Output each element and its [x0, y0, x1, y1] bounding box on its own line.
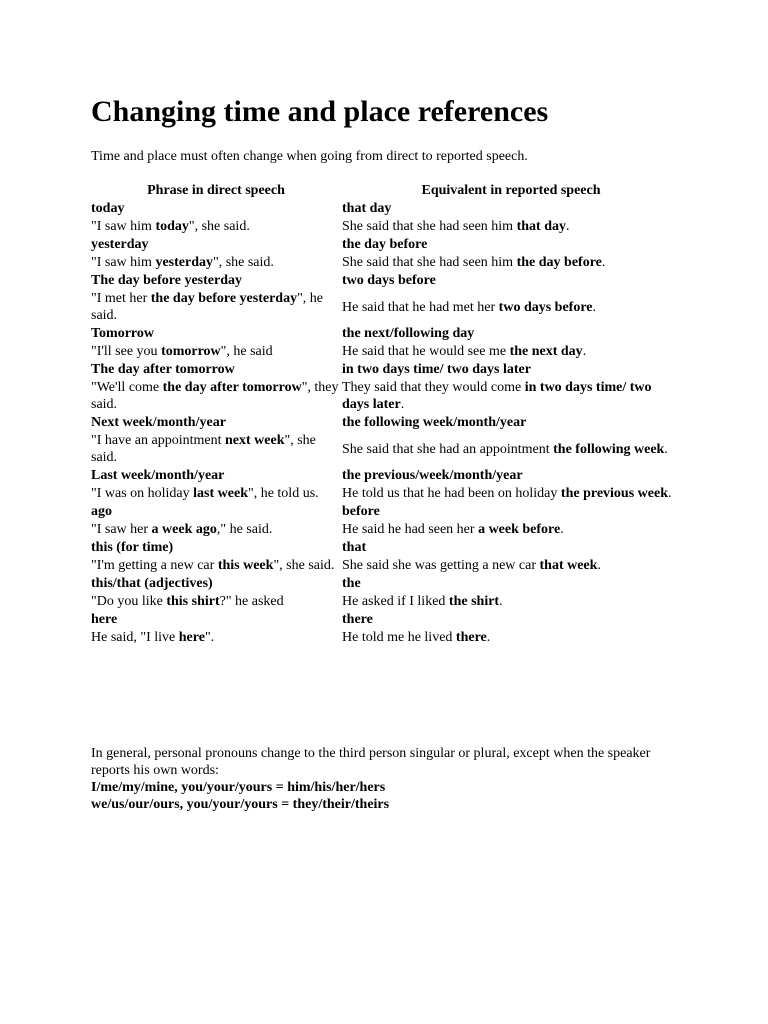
example-text: "I saw him: [91, 219, 156, 234]
example-text: .: [560, 522, 564, 537]
example-text: ", he said: [220, 344, 273, 359]
example-key-phrase: next week: [225, 433, 285, 448]
reported-term: the following week/month/year: [342, 415, 527, 430]
example-text: ", she said.: [212, 255, 274, 270]
example-text: ", they said.: [91, 380, 339, 412]
reported-example: [342, 379, 681, 414]
term-row: [91, 236, 681, 254]
direct-term: Tomorrow: [91, 326, 154, 341]
example-text: ", she said.: [188, 219, 250, 234]
term-row: [91, 414, 681, 432]
direct-example: [91, 629, 342, 647]
term-row: [91, 361, 681, 379]
direct-term: this (for time): [91, 540, 174, 555]
page-title: Changing time and place references: [91, 95, 549, 128]
example-key-phrase: the shirt: [448, 594, 500, 609]
pronoun-rule-plural: we/us/our/ours, you/your/yours = they/their/theirs: [91, 797, 390, 812]
example-key-phrase: a week before: [478, 522, 561, 537]
example-text: He told me he lived: [342, 630, 456, 645]
example-text: .: [486, 630, 491, 645]
reported-example: [342, 254, 681, 272]
reported-term: before: [342, 504, 380, 519]
reported-term: that day: [342, 201, 392, 216]
example-key-phrase: the previous week: [560, 486, 668, 501]
example-text: .: [582, 344, 587, 359]
example-text: "I have an appointment: [91, 433, 226, 448]
example-row: [91, 593, 681, 611]
example-text: ".: [204, 630, 215, 645]
example-key-phrase: this week: [217, 558, 274, 573]
table-header-row: [91, 182, 681, 200]
example-text: ," he said.: [216, 522, 273, 537]
example-row: [91, 379, 681, 414]
direct-term: ago: [91, 504, 112, 519]
example-key-phrase: there: [455, 630, 487, 645]
example-key-phrase: yesterday: [155, 255, 213, 270]
direct-example: [91, 432, 342, 467]
example-key-phrase: the day before: [516, 255, 602, 270]
reported-term: that: [342, 540, 367, 555]
term-row: [91, 467, 681, 485]
term-row: [91, 200, 681, 218]
example-key-phrase: the following week: [553, 441, 665, 457]
example-text: "I met her: [91, 291, 151, 306]
reported-example: [342, 290, 681, 325]
direct-term: The day before yesterday: [91, 273, 242, 288]
general-note-text: In general, personal pronouns change to the third person singular or plural, except when the speaker reports his own words:: [91, 746, 651, 778]
reference-table: [91, 182, 681, 647]
example-text: .: [592, 299, 597, 315]
direct-term: Next week/month/year: [91, 415, 226, 430]
example-key-phrase: last week: [193, 486, 248, 501]
example-row: [91, 290, 681, 325]
term-row: [91, 575, 681, 593]
example-text: ?" he asked: [219, 594, 284, 609]
header-reported-speech: Equivalent in reported speech: [421, 183, 601, 198]
reported-term: two days before: [342, 273, 436, 288]
reported-example: [342, 343, 681, 361]
example-key-phrase: here: [178, 630, 205, 645]
direct-example: [91, 485, 342, 503]
example-key-phrase: tomorrow: [161, 344, 221, 359]
example-text: ", she said.: [273, 558, 335, 573]
example-text: He said he had seen her: [342, 522, 479, 537]
example-row: [91, 432, 681, 467]
term-row: [91, 611, 681, 629]
example-text: .: [664, 441, 668, 457]
example-row: [91, 521, 681, 539]
term-row: [91, 272, 681, 290]
example-text: She said that she had seen him: [342, 219, 517, 234]
header-direct-speech: Phrase in direct speech: [147, 183, 285, 198]
example-text: He said that he had met her: [342, 299, 499, 315]
example-key-phrase: that day: [516, 219, 566, 234]
reported-example: [342, 485, 681, 503]
example-key-phrase: two days before: [498, 299, 593, 315]
example-key-phrase: the day before yesterday: [150, 291, 298, 306]
general-note: [91, 745, 671, 813]
example-text: She said that she had seen him: [342, 255, 517, 270]
pronoun-rule-singular: I/me/my/mine, you/your/yours = him/his/her/hers: [91, 780, 386, 795]
direct-example: [91, 218, 342, 236]
direct-example: [91, 343, 342, 361]
direct-example: [91, 379, 342, 414]
direct-example: [91, 521, 342, 539]
example-row: [91, 629, 681, 647]
example-text: He told us that he had been on holiday: [342, 486, 561, 501]
example-key-phrase: this shirt: [166, 594, 220, 609]
direct-term: The day after tomorrow: [91, 362, 235, 377]
direct-example: [91, 290, 342, 325]
example-text: "I'm getting a new car: [91, 558, 218, 573]
reported-term: there: [342, 612, 373, 627]
example-text: "I saw her: [91, 522, 152, 537]
example-key-phrase: that week: [539, 558, 598, 573]
reported-term: in two days time/ two days later: [342, 362, 531, 377]
reported-term: the next/following day: [342, 326, 475, 341]
example-key-phrase: the next day: [509, 344, 583, 359]
reported-example: [342, 557, 681, 575]
term-row: [91, 539, 681, 557]
example-text: She said that she had an appointment: [342, 441, 554, 457]
example-text: ", he said.: [91, 291, 324, 323]
example-row: [91, 343, 681, 361]
example-text: They said that they would come: [342, 380, 525, 395]
example-key-phrase: in two days time/ two days later: [342, 380, 652, 412]
example-text: "I was on holiday: [91, 486, 194, 501]
example-text: .: [667, 486, 672, 501]
example-text: She said she was getting a new car: [342, 558, 540, 573]
example-key-phrase: the day after tomorrow: [162, 380, 302, 395]
reported-example: [342, 521, 681, 539]
reported-example: [342, 218, 681, 236]
reported-example: [342, 629, 681, 647]
example-key-phrase: a week ago: [151, 522, 217, 537]
example-text: .: [400, 397, 405, 412]
example-text: .: [565, 219, 570, 234]
example-row: [91, 557, 681, 575]
example-text: ", she said.: [91, 433, 316, 465]
example-text: He said, "I live: [91, 630, 179, 645]
example-text: ", he told us.: [247, 486, 319, 501]
example-row: [91, 218, 681, 236]
example-text: "I saw him: [91, 255, 156, 270]
direct-example: [91, 557, 342, 575]
direct-term: here: [91, 612, 118, 627]
example-text: "Do you like: [91, 594, 167, 609]
term-row: [91, 503, 681, 521]
reported-example: [342, 432, 681, 467]
example-text: He asked if I liked: [342, 594, 449, 609]
reported-term: the day before: [342, 237, 428, 252]
direct-term: yesterday: [91, 237, 149, 252]
example-row: [91, 254, 681, 272]
direct-example: [91, 593, 342, 611]
example-text: .: [601, 255, 606, 270]
direct-term: this/that (adjectives): [91, 576, 213, 591]
example-row: [91, 485, 681, 503]
reported-term: the: [342, 576, 361, 591]
reported-example: [342, 593, 681, 611]
direct-term: Last week/month/year: [91, 468, 225, 483]
term-row: [91, 325, 681, 343]
example-text: He said that he would see me: [342, 344, 510, 359]
example-text: "I'll see you: [91, 344, 162, 359]
example-text: .: [499, 594, 503, 609]
example-text: .: [597, 558, 601, 573]
direct-term: today: [91, 201, 125, 216]
example-text: "We'll come: [91, 380, 163, 395]
direct-example: [91, 254, 342, 272]
reported-term: the previous/week/month/year: [342, 468, 523, 483]
intro-paragraph: Time and place must often change when going from direct to reported speech.: [91, 149, 528, 164]
table-body: [91, 200, 681, 647]
example-key-phrase: today: [155, 219, 189, 234]
